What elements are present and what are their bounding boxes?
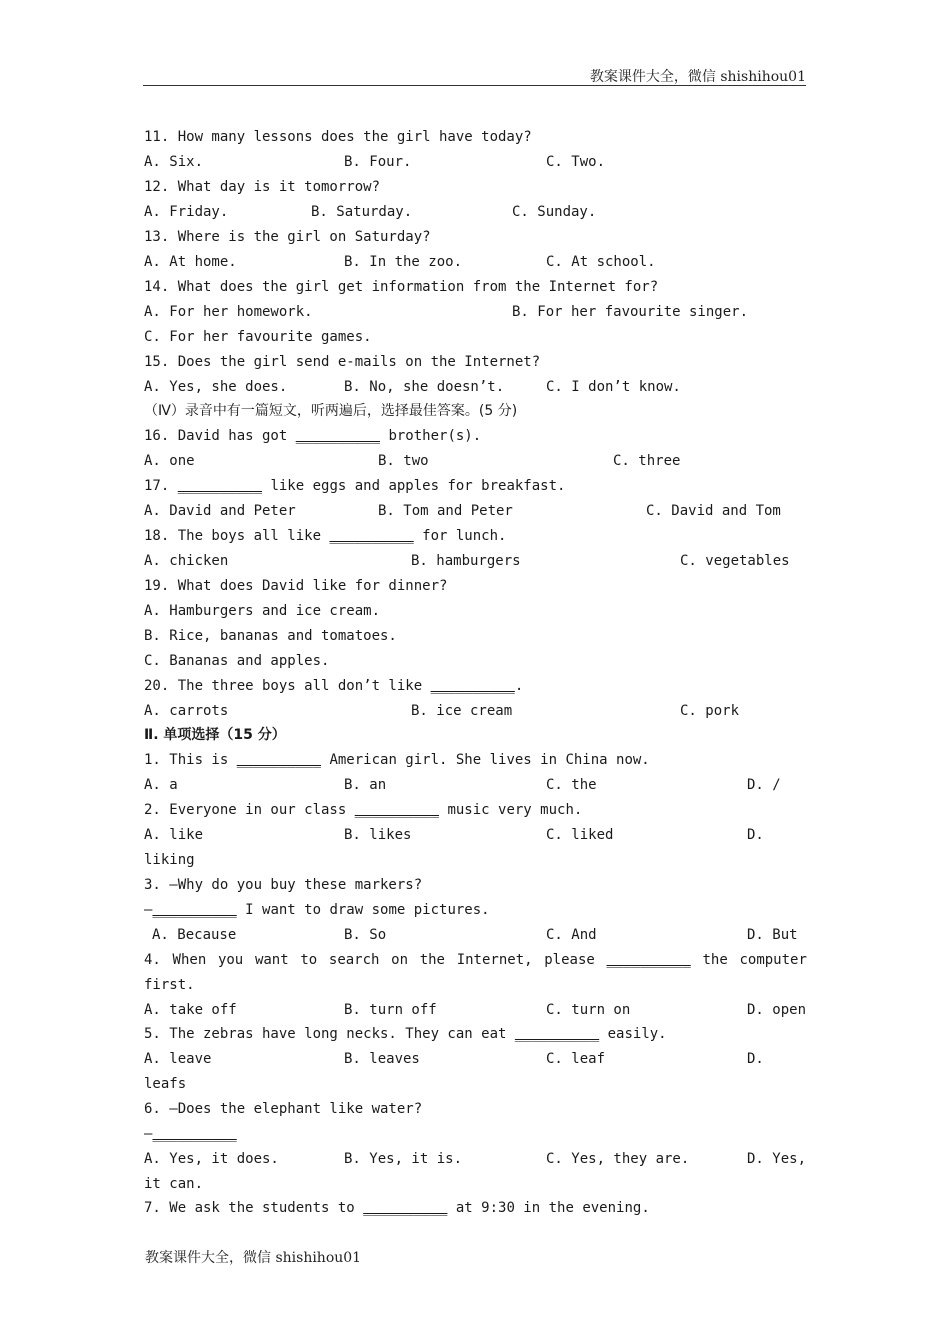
option-c: C. Yes, they are.	[546, 1151, 690, 1167]
option-a: A. take off	[144, 1002, 237, 1018]
option-b: B. turn off	[344, 1002, 437, 1018]
answer-blank: __________	[430, 678, 515, 694]
option-c: C. At school.	[546, 254, 656, 270]
question-12	[0, 176, 950, 198]
option-b: B. likes	[344, 827, 412, 843]
option-a: A. leave	[144, 1051, 212, 1067]
stem-end: music very much.	[439, 802, 583, 818]
option-b: B. Rice, bananas and tomatoes.	[144, 628, 397, 644]
stem-end: easily.	[599, 1026, 667, 1042]
mc-question-2	[0, 799, 950, 821]
stem-end: .	[514, 678, 524, 694]
option-a: A. David and Peter	[144, 503, 296, 519]
word: the	[702, 952, 728, 968]
option-a: A. For her homework.	[144, 304, 313, 320]
option-c: C. I don’t know.	[546, 379, 681, 395]
question-16	[0, 425, 950, 447]
mc-question-2-options	[0, 824, 950, 846]
option-a: A. carrots	[144, 703, 229, 719]
question-stem: 19. What does David like for dinner?	[144, 578, 448, 594]
question-17	[0, 475, 950, 497]
question-stem	[144, 749, 650, 771]
question-18-options	[0, 550, 950, 572]
option-c: C. vegetables	[680, 553, 790, 569]
question-16-options	[0, 450, 950, 472]
option-b: B. Yes, it is.	[344, 1151, 463, 1167]
question-stem	[144, 1023, 667, 1045]
page-footer: 教案课件大全，微信 shishihou01	[145, 1250, 362, 1266]
answer-blank: __________	[329, 528, 414, 544]
word: search	[328, 952, 380, 968]
option-b: B. No, she doesn’t.	[344, 379, 505, 395]
option-c: C. And	[546, 927, 597, 943]
answer-blank: __________	[236, 752, 322, 768]
option-b: B. For her favourite singer.	[512, 304, 749, 320]
mc-question-1	[0, 749, 950, 771]
option-c: C. three	[613, 453, 681, 469]
option-c: C. For her favourite games.	[144, 329, 372, 345]
option-c: C. liked	[546, 827, 614, 843]
option-b: B. leaves	[344, 1051, 420, 1067]
question-13	[0, 226, 950, 248]
question-18	[0, 525, 950, 547]
question-stem: 15. Does the girl send e-mails on the Internet?	[144, 354, 541, 370]
stem-end: for lunch.	[413, 528, 507, 544]
option-a: A. like	[144, 827, 204, 843]
question-stem	[144, 525, 506, 547]
mc-question-3-options	[0, 924, 950, 946]
question-19-option-a	[0, 600, 950, 622]
page-header: 教案课件大全，微信 shishihou01	[589, 69, 806, 85]
answer-blank: __________	[177, 478, 263, 494]
word: the	[419, 952, 445, 968]
mc-question-6-options-cont	[0, 1173, 950, 1195]
question-stem	[144, 1197, 650, 1219]
option-a: A. Because	[152, 927, 237, 943]
dash: —	[144, 1126, 153, 1142]
question-stem	[144, 799, 582, 821]
word: When	[172, 952, 207, 968]
question-reply	[144, 1123, 237, 1145]
section-heading-text: （Ⅳ）录音中有一篇短文，听两遍后，选择最佳答案。(5 分)	[144, 403, 518, 419]
option-b: B. Four.	[344, 154, 412, 170]
question-15	[0, 351, 950, 373]
answer-blank: __________	[152, 1126, 237, 1142]
stem-end: American girl. She lives in China now.	[321, 752, 650, 768]
question-13-options	[0, 251, 950, 273]
option-d: D. But	[747, 927, 798, 943]
option-b: B. Saturday.	[311, 204, 413, 220]
mc-question-1-options	[0, 774, 950, 796]
stem-end: at 9:30 in the evening.	[447, 1200, 650, 1216]
option-a: A. At home.	[144, 254, 237, 270]
question-stem: 13. Where is the girl on Saturday?	[144, 229, 431, 245]
mc-question-4-options	[0, 999, 950, 1021]
option-b: B. So	[344, 927, 387, 943]
header-divider	[143, 85, 806, 86]
word: want	[254, 952, 289, 968]
mc-question-5-options	[0, 1048, 950, 1070]
option-c: C. pork	[680, 703, 740, 719]
question-stem: 3. —Why do you buy these markers?	[144, 877, 423, 893]
option-a: A. Yes, it does.	[144, 1151, 279, 1167]
stem-start: 18. The boys all like	[144, 528, 330, 544]
question-12-options	[0, 201, 950, 223]
word: you	[217, 952, 244, 968]
question-20-options	[0, 700, 950, 722]
option-a: A. one	[144, 453, 195, 469]
mc-question-6	[0, 1098, 950, 1120]
option-d-label: D.	[747, 827, 764, 843]
mc-question-6-reply	[0, 1123, 950, 1145]
option-c: C. David and Tom	[646, 503, 781, 519]
answer-blank: __________	[354, 802, 440, 818]
stem-end: brother(s).	[380, 428, 482, 444]
question-stem: 12. What day is it tomorrow?	[144, 179, 381, 195]
question-14-options	[0, 301, 950, 323]
mc-question-7	[0, 1197, 950, 1219]
reply-end: I want to draw some pictures.	[236, 902, 490, 918]
question-stem: 6. —Does the elephant like water?	[144, 1101, 423, 1117]
option-b: B. an	[344, 777, 387, 793]
question-19-option-b	[0, 625, 950, 647]
mc-question-2-options-cont	[0, 849, 950, 871]
stem-start: 17.	[144, 478, 178, 494]
word: computer	[739, 952, 807, 968]
question-14-options-2	[0, 326, 950, 348]
word: 4.	[144, 952, 161, 968]
option-d: D. /	[747, 777, 781, 793]
option-b: B. ice cream	[411, 703, 513, 719]
answer-blank: __________	[295, 428, 381, 444]
question-17-options	[0, 500, 950, 522]
question-stem	[144, 949, 807, 971]
stem-start: 20. The three boys all don’t like	[144, 678, 431, 694]
option-c: C. turn on	[546, 1002, 631, 1018]
option-d: D. open	[747, 1002, 807, 1018]
option-a: A. chicken	[144, 553, 229, 569]
answer-blank: __________	[152, 902, 237, 918]
option-d-label: D.	[747, 1051, 764, 1067]
option-a: A. a	[144, 777, 178, 793]
section-heading-text: Ⅱ. 单项选择（15 分）	[144, 727, 286, 743]
question-reply	[144, 899, 490, 921]
option-c: C. Two.	[546, 154, 606, 170]
answer-blank: __________	[514, 1026, 600, 1042]
mc-question-3	[0, 874, 950, 896]
stem-start: 2. Everyone in our class	[144, 802, 355, 818]
mc-question-4-cont	[0, 974, 950, 996]
section-2-heading	[0, 724, 950, 746]
question-14	[0, 276, 950, 298]
option-c: C. Bananas and apples.	[144, 653, 330, 669]
stem-start: 1. This is	[144, 752, 237, 768]
option-d-text: liking	[144, 852, 195, 868]
word: on	[391, 952, 409, 968]
option-c: C. the	[546, 777, 597, 793]
stem-end: like eggs and apples for breakfast.	[262, 478, 566, 494]
option-a: A. Friday.	[144, 204, 229, 220]
dash: —	[144, 902, 153, 918]
option-b: B. Tom and Peter	[378, 503, 513, 519]
mc-question-4	[0, 949, 950, 971]
question-19-option-c	[0, 650, 950, 672]
question-stem	[144, 675, 523, 697]
question-stem	[144, 425, 481, 447]
mc-question-5	[0, 1023, 950, 1045]
mc-question-6-options	[0, 1148, 950, 1170]
word: to	[300, 952, 318, 968]
option-c: C. Sunday.	[512, 204, 597, 220]
answer-blank: __________	[363, 1200, 448, 1216]
option-b: B. In the zoo.	[344, 254, 463, 270]
stem-start: 5. The zebras have long necks. They can eat	[144, 1026, 515, 1042]
question-stem: 14. What does the girl get information from the Internet for?	[144, 279, 659, 295]
stem-start: 16. David has got	[144, 428, 296, 444]
word: please	[544, 952, 595, 968]
mc-question-3-reply	[0, 899, 950, 921]
section-4-heading	[0, 400, 950, 422]
option-d-text: leafs	[144, 1076, 187, 1092]
question-11-options	[0, 151, 950, 173]
question-20	[0, 675, 950, 697]
answer-blank: __________	[606, 952, 691, 968]
option-a: A. Hamburgers and ice cream.	[144, 603, 381, 619]
option-a: A. Six.	[144, 154, 204, 170]
question-15-options	[0, 376, 950, 398]
option-d-text: it can.	[144, 1176, 204, 1192]
option-b: B. hamburgers	[411, 553, 521, 569]
question-11	[0, 126, 950, 148]
stem-start: 7. We ask the students to	[144, 1200, 364, 1216]
question-19	[0, 575, 950, 597]
option-a: A. Yes, she does.	[144, 379, 288, 395]
option-d-label: D. Yes,	[747, 1151, 807, 1167]
option-c: C. leaf	[546, 1051, 606, 1067]
question-stem	[144, 475, 565, 497]
mc-question-5-options-cont	[0, 1073, 950, 1095]
option-b: B. two	[378, 453, 429, 469]
question-stem-cont: first.	[144, 977, 195, 993]
question-stem: 11. How many lessons does the girl have today?	[144, 129, 532, 145]
word: Internet,	[456, 952, 533, 968]
